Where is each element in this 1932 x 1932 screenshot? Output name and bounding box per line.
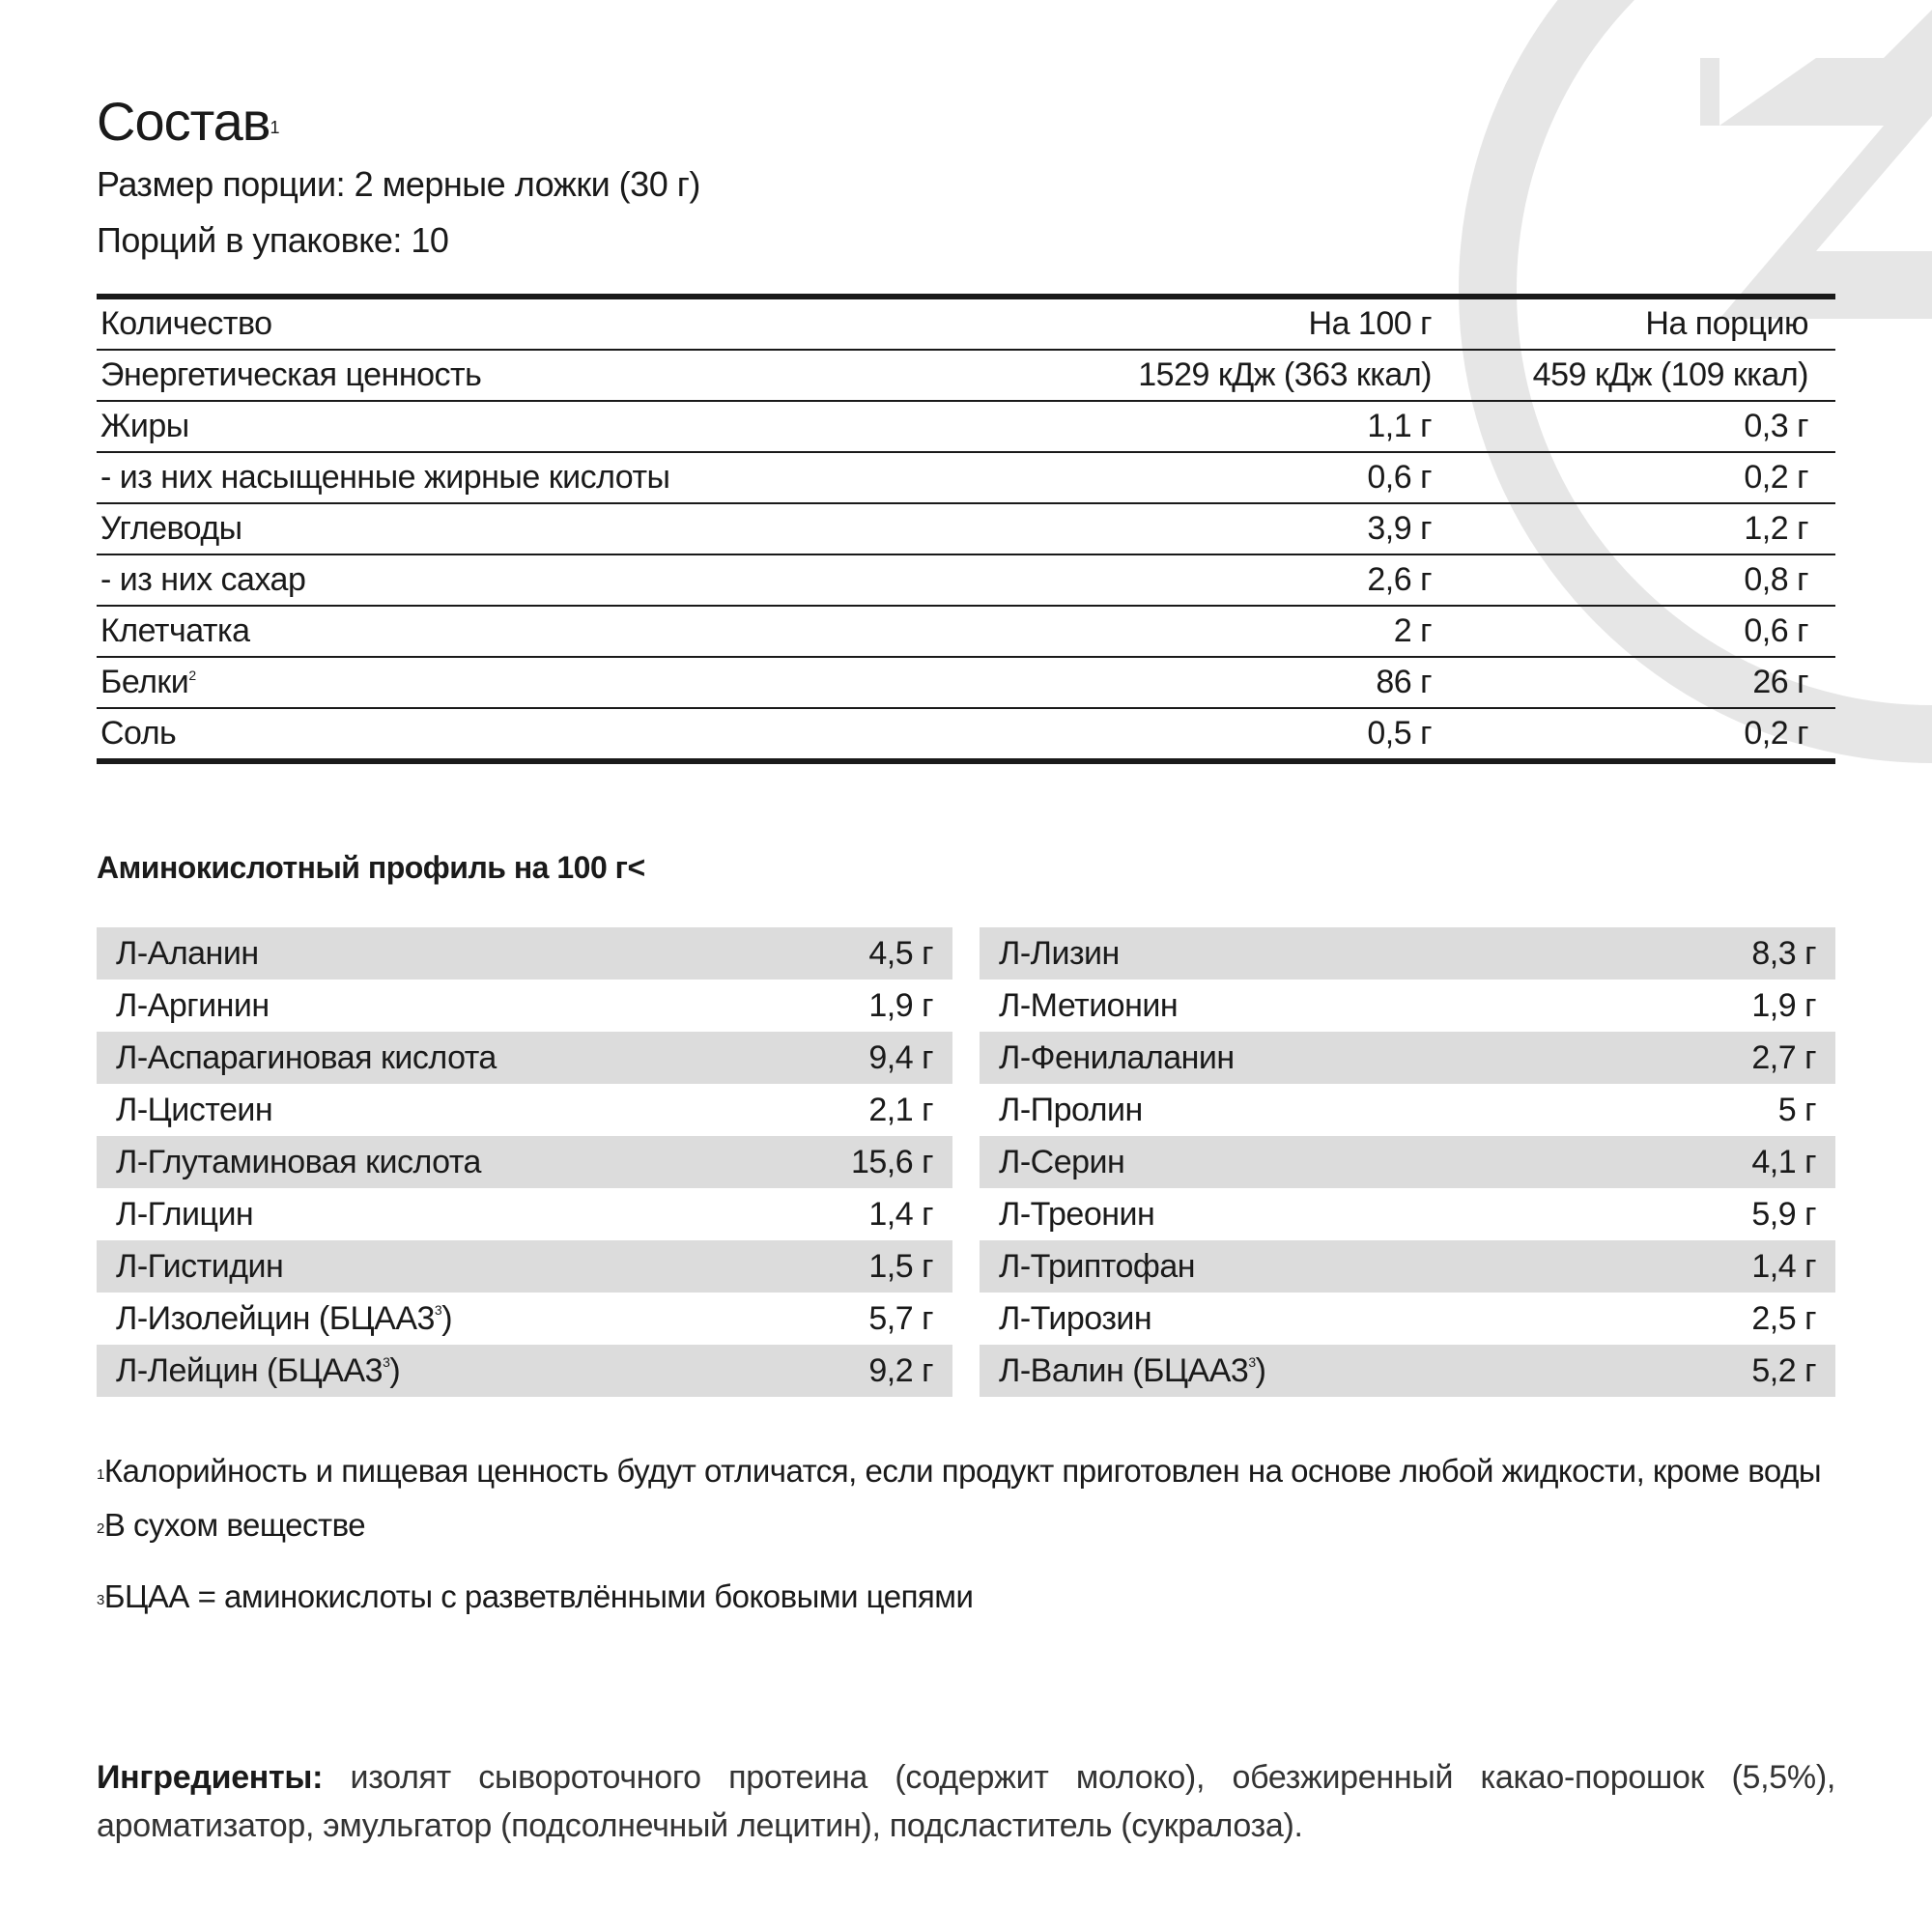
value-per-serving: 0,2 г (1744, 459, 1808, 496)
header-block (97, 87, 700, 269)
amino-row (97, 1240, 952, 1293)
nutrient-name (97, 459, 1026, 497)
amino-value: 1,5 г (868, 1247, 933, 1285)
amino-label: Л-Метионин (999, 986, 1179, 1024)
nutrient-name (97, 715, 1026, 753)
amino-name (980, 1248, 1751, 1286)
amino-row (980, 1293, 1835, 1345)
value-per-serving: 26 г (1752, 664, 1808, 700)
nutrient-label: - из них насыщенные жирные кислоты (100, 459, 670, 496)
footnote-ref: 3 (434, 1301, 442, 1318)
amino-value: 15,6 г (850, 1143, 933, 1180)
nutrient-name (97, 612, 1026, 650)
value-per-100g: 0,6 г (1367, 459, 1432, 496)
nutrient-name (97, 356, 1026, 394)
amino-value: 5,2 г (1751, 1351, 1816, 1389)
value-per-100g: 1,1 г (1367, 408, 1432, 444)
nutrient-label: Жиры (100, 408, 189, 444)
ingredients (97, 1753, 1835, 1850)
amino-table-left (97, 927, 952, 1397)
amino-row (97, 1345, 952, 1397)
nutrition-row (97, 351, 1835, 402)
nutrition-row (97, 504, 1835, 555)
amino-label: Л-Глутаминовая кислота (116, 1143, 481, 1180)
amino-row (97, 1136, 952, 1188)
amino-label: Л-Триптофан (999, 1247, 1196, 1285)
footnote-number: 3 (97, 1592, 104, 1608)
footnote-text: В сухом веществе (103, 1507, 366, 1543)
page-title: Состав$^1$ (97, 91, 279, 152)
amino-profile-title: Аминокислотный профиль на 100 г< (97, 850, 645, 885)
amino-value: 5,9 г (1751, 1195, 1816, 1233)
amino-name (97, 935, 868, 973)
amino-table-right (980, 927, 1835, 1397)
nutrition-row (97, 453, 1835, 504)
amino-label: Л-Треонин (999, 1195, 1155, 1233)
amino-row (980, 980, 1835, 1032)
amino-value: 4,1 г (1751, 1143, 1816, 1180)
amino-name (980, 1196, 1751, 1234)
amino-label: Л-Гистидин (116, 1247, 284, 1285)
amino-value: 9,4 г (868, 1038, 933, 1076)
serving-size: Размер порции: 2 мерные ложки (30 г) (97, 164, 700, 204)
amino-row (97, 1084, 952, 1136)
amino-value: 5 г (1777, 1091, 1816, 1128)
amino-row (980, 1136, 1835, 1188)
nutrient-label: Клетчатка (100, 612, 250, 649)
amino-name (980, 1300, 1751, 1338)
nutrition-header-row (97, 299, 1835, 351)
footnotes (97, 1444, 1821, 1624)
nutrient-label: Энергетическая ценность (100, 356, 482, 393)
amino-name (980, 1144, 1751, 1181)
footnote-number: 1 (97, 1466, 104, 1483)
amino-name (980, 935, 1751, 973)
footnote-ref: 2 (188, 668, 196, 683)
amino-name (97, 1144, 851, 1181)
amino-row (980, 1188, 1835, 1240)
servings-per-pack: Порций в упаковке: 10 (97, 220, 449, 260)
nutrient-name (97, 510, 1026, 548)
amino-label: Л-Аргинин (116, 986, 270, 1024)
amino-name (980, 987, 1751, 1025)
amino-value: 8,3 г (1751, 934, 1816, 972)
nutrient-name (97, 664, 1026, 701)
nutrient-name (97, 561, 1026, 599)
value-per-100g: 1529 кДж (363 ккал) (1138, 356, 1432, 393)
nutrition-row (97, 658, 1835, 709)
amino-name (97, 1092, 868, 1129)
amino-name (97, 1248, 868, 1286)
amino-label: Л-Серин (999, 1143, 1125, 1180)
column-header-per100: На 100 г (1308, 305, 1432, 342)
value-per-serving: 0,2 г (1744, 715, 1808, 752)
amino-row (980, 1345, 1835, 1397)
amino-name (97, 1300, 868, 1338)
nutrient-label: Белки (100, 664, 189, 700)
amino-name (97, 1196, 868, 1234)
column-header-name: Количество (100, 305, 272, 342)
amino-label-close: ) (441, 1299, 453, 1337)
ingredients-label: Ингредиенты: (97, 1759, 324, 1796)
amino-name (980, 1352, 1751, 1390)
amino-value: 2,5 г (1751, 1299, 1816, 1337)
amino-label-close: ) (1255, 1351, 1266, 1389)
footnote-item (97, 1570, 1821, 1624)
value-per-100g: 2,6 г (1367, 561, 1432, 598)
amino-value: 9,2 г (868, 1351, 933, 1389)
amino-value: 4,5 г (868, 934, 933, 972)
value-per-100g: 86 г (1376, 664, 1432, 700)
column-header-per-serving: На порцию (1645, 305, 1808, 342)
amino-label: Л-Тирозин (999, 1299, 1152, 1337)
nutrition-body (97, 351, 1835, 758)
amino-label: Л-Аланин (116, 934, 259, 972)
footnote-number: 2 (97, 1520, 104, 1537)
amino-value: 2,1 г (868, 1091, 933, 1128)
amino-row (980, 927, 1835, 980)
amino-label: Л-Цистеин (116, 1091, 273, 1128)
ingredients-text: изолят сывороточного протеина (содержит молоко), обезжиренный какао-порошок (5,5%), ароматизатор, эмульгатор (подсолнечный лецитин), подсластитель (сукралоза). (97, 1759, 1835, 1844)
value-per-100g: 0,5 г (1367, 715, 1432, 752)
footnote-text: БЦАА = аминокислоты с разветвлёнными боковыми цепями (103, 1578, 974, 1614)
amino-label: Л-Пролин (999, 1091, 1143, 1128)
value-per-100g: 3,9 г (1367, 510, 1432, 547)
amino-row (97, 980, 952, 1032)
amino-row (97, 1188, 952, 1240)
amino-name (97, 987, 868, 1025)
amino-row (97, 1032, 952, 1084)
nutrition-row (97, 607, 1835, 658)
amino-value: 5,7 г (868, 1299, 933, 1337)
value-per-serving: 459 кДж (109 ккал) (1532, 356, 1808, 393)
footnote-ref: 3 (383, 1353, 390, 1370)
nutrient-label: Соль (100, 715, 177, 752)
value-per-serving: 0,3 г (1744, 408, 1808, 444)
amino-label: Л-Лизин (999, 934, 1120, 972)
amino-value: 1,9 г (1751, 986, 1816, 1024)
nutrient-label: Углеводы (100, 510, 242, 547)
nutrition-row (97, 555, 1835, 607)
amino-name (980, 1092, 1778, 1129)
nutrient-label: - из них сахар (100, 561, 306, 598)
nutrition-row (97, 709, 1835, 758)
value-per-serving: 1,2 г (1744, 510, 1808, 547)
amino-value: 1,4 г (868, 1195, 933, 1233)
amino-row (980, 1240, 1835, 1293)
amino-name (97, 1352, 868, 1390)
value-per-serving: 0,6 г (1744, 612, 1808, 649)
amino-label: Л-Аспарагиновая кислота (116, 1038, 497, 1076)
amino-label: Л-Изолейцин (БЦАА3 (116, 1299, 435, 1337)
amino-value: 2,7 г (1751, 1038, 1816, 1076)
amino-value: 1,4 г (1751, 1247, 1816, 1285)
nutrition-row (97, 402, 1835, 453)
amino-row (980, 1032, 1835, 1084)
amino-row (980, 1084, 1835, 1136)
amino-label-close: ) (389, 1351, 401, 1389)
footnote-item (97, 1498, 1821, 1552)
value-per-100g: 2 г (1393, 612, 1432, 649)
value-per-serving: 0,8 г (1744, 561, 1808, 598)
amino-name (980, 1039, 1751, 1077)
footnote-text: Калорийность и пищевая ценность будут отличатся, если продукт приготовлен на основе любой жидкости, кроме воды (103, 1453, 1822, 1489)
amino-row (97, 1293, 952, 1345)
amino-name (97, 1039, 868, 1077)
footnote-ref: 3 (1248, 1353, 1256, 1370)
amino-value: 1,9 г (868, 986, 933, 1024)
nutrient-name (97, 408, 1026, 445)
nutrition-table (97, 294, 1835, 764)
amino-label: Л-Глицин (116, 1195, 254, 1233)
amino-label: Л-Фенилаланин (999, 1038, 1235, 1076)
amino-label: Л-Валин (БЦАА3 (999, 1351, 1249, 1389)
amino-label: Л-Лейцин (БЦАА3 (116, 1351, 384, 1389)
amino-row (97, 927, 952, 980)
footnote-item (97, 1444, 1821, 1498)
